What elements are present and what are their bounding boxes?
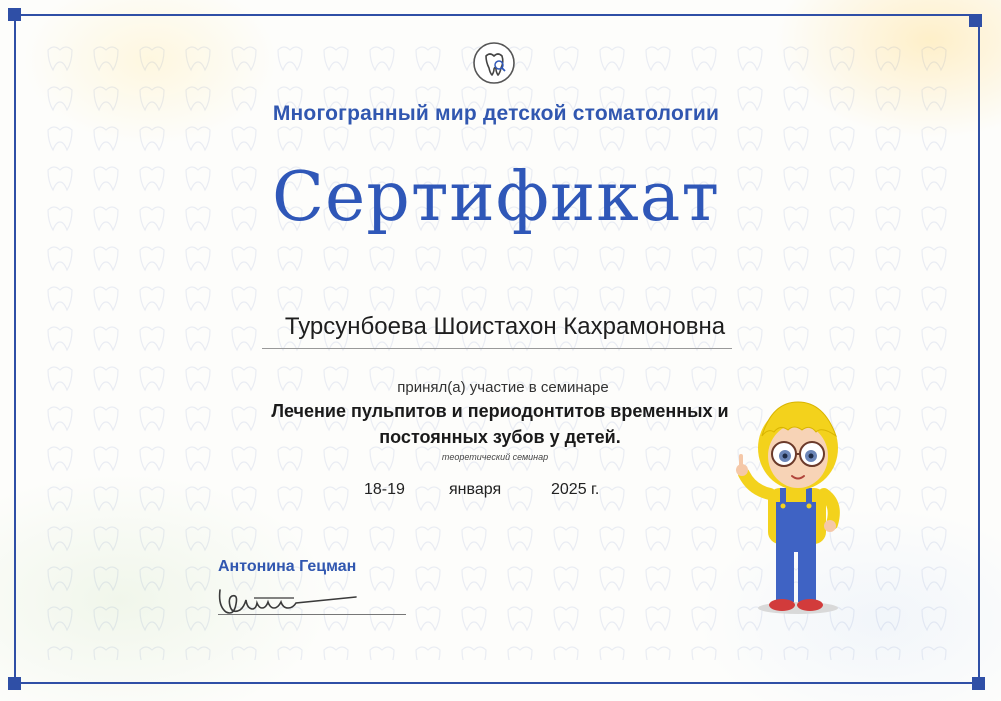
frame-corner: [969, 14, 982, 27]
signature-line: [218, 614, 406, 615]
date-month: января: [449, 481, 502, 498]
participation-text: принял(а) участие в семинаре: [397, 379, 609, 396]
signer-name: Антонина Гецман: [218, 558, 357, 575]
organizer-name: Многогранный мир детской стоматологии: [272, 102, 720, 125]
certificate-title: Сертификат: [272, 158, 720, 237]
cartoon-girl-illustration: [720, 370, 860, 620]
frame-corner: [972, 677, 985, 690]
seminar-title-line-2: постоянных зубов у детей.: [379, 427, 621, 447]
frame-corner: [8, 8, 21, 21]
tooth-icon: [472, 41, 516, 85]
recipient-underline: [262, 348, 732, 349]
frame-corner: [8, 677, 21, 690]
date-days: 18-19: [364, 481, 405, 498]
seminar-title-line-1: Лечение пульпитов и периодонтитов временных и: [271, 401, 729, 421]
seminar-type: теоретический семинар: [441, 452, 549, 462]
seminar-title: [230, 398, 770, 450]
recipient-name: Турсунбоева Шоистахон Кахрамоновна: [284, 313, 726, 340]
date-year: 2025 г.: [551, 481, 600, 498]
